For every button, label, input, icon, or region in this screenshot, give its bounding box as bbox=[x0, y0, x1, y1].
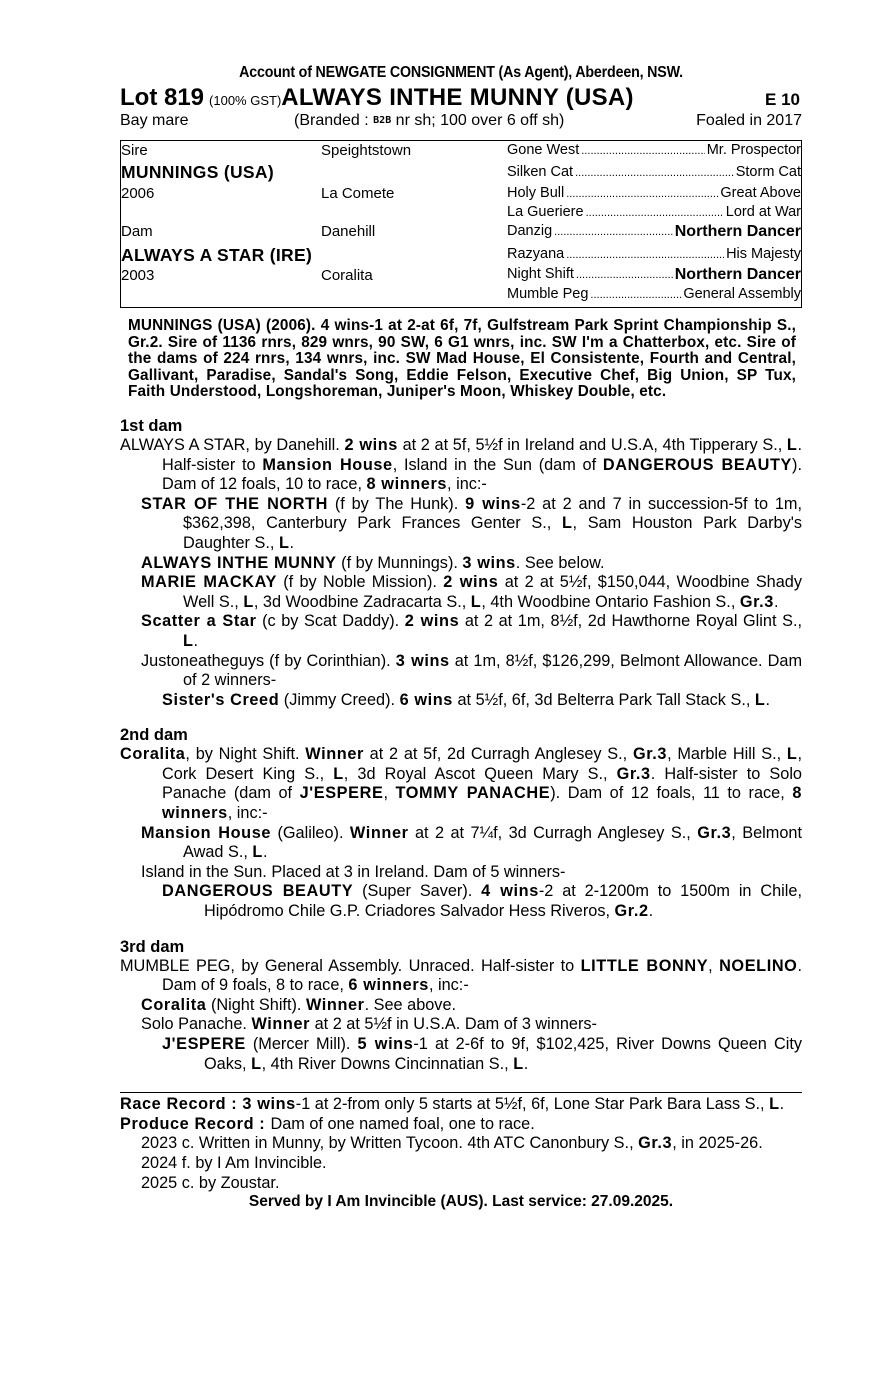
text-fragment: 9 wins bbox=[465, 494, 521, 513]
third-gen-sire: His Majesty bbox=[726, 246, 801, 262]
third-gen-sire: Lord at War bbox=[725, 204, 801, 220]
leader-dots bbox=[590, 286, 681, 302]
third-gen-row bbox=[507, 266, 801, 284]
second-dam-section bbox=[120, 726, 802, 921]
foal-entry bbox=[120, 1134, 802, 1154]
dam-entry bbox=[120, 957, 802, 996]
text-fragment: at 1m, 8½f, $126,299, Belmont Allowance. Dam of 2 winners- bbox=[183, 651, 803, 690]
text-fragment: . bbox=[779, 1095, 785, 1114]
text-fragment: , 4th Woodbine Ontario Fashion S., bbox=[481, 592, 740, 611]
text-fragment: J'ESPERE bbox=[299, 784, 384, 803]
text-fragment: Race Record : bbox=[120, 1095, 243, 1114]
produce-record bbox=[120, 1115, 802, 1135]
lot-line bbox=[120, 84, 802, 112]
grand-progeny-entry bbox=[120, 1035, 802, 1074]
text-fragment: , Island in the Sun (dam of bbox=[392, 455, 603, 474]
third-gen-horse: Gone West bbox=[507, 142, 580, 158]
text-fragment: . bbox=[523, 1054, 529, 1073]
text-fragment: (Galileo). bbox=[271, 823, 350, 842]
text-fragment: 2 wins bbox=[404, 612, 460, 631]
text-fragment: Mansion House bbox=[262, 455, 393, 474]
served-note: Served by I Am Invincible (AUS). Last service: 27.09.2025. bbox=[248, 1193, 674, 1211]
third-gen-row bbox=[507, 185, 801, 201]
text-fragment: . bbox=[765, 690, 770, 709]
third-gen-sire: Northern Dancer bbox=[674, 223, 801, 240]
text-fragment: 4 wins bbox=[481, 882, 539, 901]
text-fragment: Winner bbox=[349, 823, 409, 842]
text-fragment: Winner bbox=[251, 1015, 311, 1034]
text-fragment: . Dam of 9 foals, 8 to race, bbox=[162, 956, 802, 995]
third-gen-horse: Silken Cat bbox=[507, 164, 574, 180]
text-fragment: Gr.3 bbox=[616, 764, 651, 783]
lot-number: Lot 819 bbox=[120, 84, 205, 111]
third-gen-row bbox=[507, 142, 801, 158]
text-fragment: L bbox=[561, 514, 573, 533]
leader-dots bbox=[586, 204, 724, 220]
text-fragment: Solo Panache. bbox=[141, 1015, 252, 1034]
text-fragment: Gr.3 bbox=[632, 745, 668, 764]
progeny-entry bbox=[120, 573, 802, 612]
text-fragment: . bbox=[193, 631, 199, 650]
consignor-line: Account of NEWGATE CONSIGNMENT (As Agent), Aberdeen, NSW. bbox=[239, 64, 683, 81]
third-gen-row bbox=[507, 286, 801, 302]
text-fragment: . Half-sister to bbox=[162, 435, 802, 474]
text-fragment: Produce Record : bbox=[120, 1114, 271, 1133]
text-fragment: at 2 at 1m, 8½f, 2d Hawthorne Royal Glint S., bbox=[459, 612, 802, 631]
text-fragment: , 3d Royal Ascot Queen Mary S., bbox=[343, 764, 617, 783]
progeny-entry bbox=[120, 863, 802, 883]
granddam-sire: La Comete bbox=[321, 185, 395, 202]
text-fragment: L bbox=[786, 745, 798, 764]
third-gen-sire: Mr. Prospector bbox=[706, 142, 801, 158]
third-gen-sire: Storm Cat bbox=[735, 164, 801, 180]
text-fragment: 8 winners bbox=[162, 784, 802, 823]
text-fragment: at 2 at 5½f in U.S.A. Dam of 3 winners- bbox=[310, 1015, 597, 1034]
foaled-year: Foaled in 2017 bbox=[696, 112, 802, 129]
leader-dots bbox=[575, 164, 734, 180]
text-fragment: ). Dam of 12 foals, 11 to race, bbox=[550, 784, 793, 803]
text-fragment: 3 wins bbox=[395, 651, 450, 670]
brand-suffix: nr sh; 100 over 6 off sh) bbox=[391, 112, 565, 129]
leader-dots bbox=[566, 185, 718, 201]
sire-label: Sire bbox=[121, 142, 148, 159]
text-fragment: at 2 at 5½f, $150,044, Woodbine Shady Well S., bbox=[183, 573, 802, 611]
records-section bbox=[120, 1092, 802, 1211]
text-fragment: 3 wins bbox=[462, 553, 516, 572]
text-fragment: -1 at 2-from only 5 starts at 5½f, 6f, Lone Star Park Bara Lass S., bbox=[295, 1095, 770, 1114]
text-fragment: (f by The Hunk). bbox=[327, 494, 466, 513]
text-fragment: (Night Shift). bbox=[206, 995, 306, 1014]
third-gen-horse: Night Shift bbox=[507, 266, 574, 282]
grand-progeny-entry bbox=[120, 882, 802, 921]
text-fragment: NOELINO bbox=[719, 956, 798, 975]
text-fragment: LITTLE BONNY bbox=[580, 956, 709, 975]
progeny-entry bbox=[120, 495, 802, 554]
grand-progeny-entry bbox=[120, 691, 802, 711]
text-fragment: at 5½f, 6f, 3d Belterra Park Tall Stack S., bbox=[452, 690, 755, 709]
third-gen-row bbox=[507, 204, 801, 220]
text-fragment: (f by Noble Mission). bbox=[276, 573, 444, 592]
text-fragment: -1 at 2-6f to 9f, $102,425, River Downs Queen City Oaks, bbox=[204, 1035, 802, 1073]
third-gen-horse: Mumble Peg bbox=[507, 286, 589, 302]
text-fragment: , Cork Desert King S., bbox=[162, 745, 802, 783]
text-fragment: L bbox=[252, 843, 263, 862]
text-fragment: , inc:- bbox=[447, 475, 487, 494]
text-fragment: 5 wins bbox=[357, 1035, 414, 1053]
sire-year: 2006 bbox=[121, 185, 155, 202]
third-gen-horse: Danzig bbox=[507, 223, 553, 239]
text-fragment: . See below. bbox=[515, 553, 605, 572]
text-fragment: , by Night Shift. bbox=[185, 745, 306, 764]
text-fragment: J'ESPERE bbox=[162, 1035, 246, 1053]
text-fragment: at 2 at 5f, 2d Curragh Anglesey S., bbox=[363, 745, 633, 764]
text-fragment: . See above. bbox=[364, 995, 457, 1014]
sire-summary: MUNNINGS (USA) (2006). 4 wins-1 at 2-at 6f, 7f, Gulfstream Park Sprint Championship S., Gr.2. Sire of 1136 rnrs, 829 wnrs, 90 SW, 6 G1 wnrs, inc. SW I'm a Chatterbox, etc. Sire of the dams of 224 rnrs, 134 wnrs, inc. SW Mad House, El Consistente, Fourth and Central, Gallivant, Paradise, Sandal's Song, Eddie Felson, Executive Chef, Big Union, SP Tux, Faith Understood, Longshoreman, Juniper's Moon, Whiskey Double, etc. bbox=[128, 317, 796, 401]
text-fragment: at 2 at 5f, 5½f in Ireland and U.S.A, 4th Tipperary S., bbox=[397, 435, 787, 454]
text-fragment: L bbox=[786, 435, 798, 454]
text-fragment: ALWAYS A STAR bbox=[120, 435, 246, 454]
dam-label: Dam bbox=[121, 223, 153, 240]
text-fragment: 6 winners bbox=[348, 976, 429, 995]
text-fragment: (c by Scat Daddy). bbox=[256, 612, 405, 631]
third-gen-horse: La Gueriere bbox=[507, 204, 584, 220]
dam-name: ALWAYS A STAR (IRE) bbox=[121, 245, 313, 265]
progeny-entry bbox=[120, 824, 802, 863]
text-fragment: (Jimmy Creed). bbox=[279, 690, 400, 709]
text-fragment: . bbox=[289, 533, 295, 552]
text-fragment: L bbox=[278, 533, 290, 552]
text-fragment: L bbox=[769, 1095, 780, 1114]
text-fragment: . bbox=[773, 592, 779, 611]
text-fragment: at 2 at 7¼f, 3d Curragh Anglesey S., bbox=[408, 823, 698, 842]
text-fragment: -2 at 2 and 7 in succession-5f to 1m, $362,398, Canterbury Park Frances Genter S., bbox=[183, 494, 802, 533]
text-fragment: Dam of one named foal, one to race. bbox=[270, 1114, 535, 1133]
text-fragment: 2 wins bbox=[344, 435, 398, 454]
third-dam-section bbox=[120, 938, 802, 1075]
gst-note: (100% GST) bbox=[209, 93, 282, 108]
section-heading: 3rd dam bbox=[120, 937, 185, 956]
horse-sex: Bay mare bbox=[120, 112, 189, 129]
text-fragment: ALWAYS INTHE MUNNY bbox=[141, 553, 337, 572]
sire-name: MUNNINGS (USA) bbox=[121, 162, 274, 182]
text-fragment: . bbox=[262, 843, 268, 862]
text-fragment: MUMBLE PEG, by General Assembly. Unraced. Half-sister to bbox=[120, 956, 581, 975]
catalogue-page bbox=[120, 64, 802, 1211]
text-fragment: 6 wins bbox=[399, 690, 453, 709]
text-fragment: , by Danehill. bbox=[245, 435, 345, 454]
progeny-entry bbox=[120, 554, 802, 574]
progeny-entry bbox=[120, 652, 802, 691]
third-gen-row bbox=[507, 223, 801, 241]
brand-symbol: B2B bbox=[373, 115, 392, 126]
grandsire-dam: Danehill bbox=[321, 223, 376, 240]
horse-name: ALWAYS INTHE MUNNY (USA) bbox=[281, 84, 634, 111]
text-fragment: Winner bbox=[305, 745, 364, 764]
text-fragment: 2 wins bbox=[443, 573, 499, 592]
text-fragment: L bbox=[470, 592, 482, 611]
section-heading: 1st dam bbox=[120, 416, 183, 435]
third-gen-sire: General Assembly bbox=[683, 286, 801, 302]
text-fragment: Island in the Sun. Placed at 3 in Ireland. Dam of 5 winners- bbox=[141, 862, 566, 881]
race-record bbox=[120, 1095, 802, 1115]
lot-code: E 10 bbox=[765, 90, 800, 109]
text-fragment: MARIE MACKAY bbox=[141, 573, 277, 592]
text-fragment: L bbox=[183, 631, 194, 650]
third-gen-row bbox=[507, 164, 801, 180]
dam-year: 2003 bbox=[121, 267, 155, 284]
third-gen-sire: Northern Dancer bbox=[674, 266, 801, 283]
third-gen-row bbox=[507, 246, 801, 262]
third-gen-sire: Great Above bbox=[720, 185, 801, 201]
text-fragment: L bbox=[513, 1054, 524, 1073]
text-fragment: Scatter a Star bbox=[141, 612, 257, 631]
text-fragment: , 4th River Downs Cincinnatian S., bbox=[261, 1054, 514, 1073]
text-fragment: , bbox=[383, 784, 396, 803]
text-fragment: , Marble Hill S., bbox=[667, 745, 787, 764]
text-fragment: , in 2025-26. bbox=[672, 1134, 763, 1153]
text-fragment: Gr.2 bbox=[614, 902, 649, 921]
text-fragment: Coralita bbox=[141, 995, 207, 1014]
text-fragment: ). Dam of 12 foals, 10 to race, bbox=[162, 455, 802, 494]
text-fragment: (Mercer Mill). bbox=[245, 1035, 358, 1053]
text-fragment: (f by Munnings). bbox=[336, 553, 463, 572]
progeny-entry bbox=[120, 996, 802, 1016]
dam-entry bbox=[120, 745, 802, 823]
foal-entry: 2025 c. by Zoustar. bbox=[141, 1173, 280, 1192]
text-fragment: Coralita bbox=[120, 745, 186, 764]
first-dam-section bbox=[120, 417, 802, 710]
text-fragment: L bbox=[251, 1054, 262, 1073]
text-fragment: Mansion House bbox=[141, 823, 272, 842]
text-fragment: TOMMY PANACHE bbox=[395, 784, 551, 803]
granddam-dam: Coralita bbox=[321, 267, 373, 284]
text-fragment: Sister's Creed bbox=[162, 690, 280, 709]
text-fragment: 8 winners bbox=[366, 475, 448, 494]
leader-dots bbox=[576, 266, 673, 284]
text-fragment: . Half-sister to Solo Panache (dam of bbox=[162, 764, 802, 803]
leader-dots bbox=[581, 142, 704, 158]
brand-info bbox=[294, 112, 696, 130]
leader-dots bbox=[566, 246, 724, 262]
leader-dots bbox=[554, 223, 673, 241]
progeny-entry bbox=[120, 1015, 802, 1035]
text-fragment: L bbox=[754, 690, 766, 709]
section-heading: 2nd dam bbox=[120, 726, 188, 745]
text-fragment: Gr.3 bbox=[697, 823, 732, 842]
text-fragment: (Super Saver). bbox=[353, 882, 482, 901]
text-fragment: Gr.3 bbox=[638, 1134, 673, 1153]
text-fragment: , Belmont Awad S., bbox=[183, 823, 802, 862]
text-fragment: . bbox=[648, 902, 654, 921]
progeny-entry bbox=[120, 612, 802, 651]
foal-entry: 2024 f. by I Am Invincible. bbox=[141, 1153, 327, 1172]
text-fragment: , Sam Houston Park Darby's Daughter S., bbox=[183, 514, 802, 552]
pedigree-table bbox=[120, 140, 802, 308]
text-fragment: STAR OF THE NORTH bbox=[141, 494, 328, 513]
text-fragment: , inc:- bbox=[227, 804, 268, 823]
text-fragment: , 3d Woodbine Zadracarta S., bbox=[253, 592, 471, 611]
brand-prefix: (Branded : bbox=[294, 112, 374, 129]
text-fragment: DANGEROUS BEAUTY bbox=[602, 455, 793, 474]
third-gen-horse: Holy Bull bbox=[507, 185, 565, 201]
text-fragment: 2023 c. Written in Munny, by Written Tycoon. 4th ATC Canonbury S., bbox=[141, 1134, 639, 1153]
grandsire-sire: Speightstown bbox=[321, 142, 412, 159]
text-fragment: L bbox=[333, 764, 344, 783]
text-fragment: -2 at 2-1200m to 1500m in Chile, Hipódromo Chile G.P. Criadores Salvador Hess Riveros, bbox=[204, 882, 802, 921]
text-fragment: Justoneatheguys (f by Corinthian). bbox=[141, 651, 396, 670]
text-fragment: , inc:- bbox=[428, 976, 469, 995]
text-fragment: , bbox=[708, 956, 720, 975]
horse-details bbox=[120, 112, 802, 130]
third-gen-horse: Razyana bbox=[507, 246, 565, 262]
text-fragment: L bbox=[243, 592, 254, 611]
dam-entry bbox=[120, 436, 802, 495]
text-fragment: Gr.3 bbox=[739, 592, 774, 611]
text-fragment: 3 wins bbox=[242, 1095, 296, 1114]
text-fragment: DANGEROUS BEAUTY bbox=[162, 882, 354, 901]
text-fragment: Winner bbox=[305, 995, 365, 1014]
